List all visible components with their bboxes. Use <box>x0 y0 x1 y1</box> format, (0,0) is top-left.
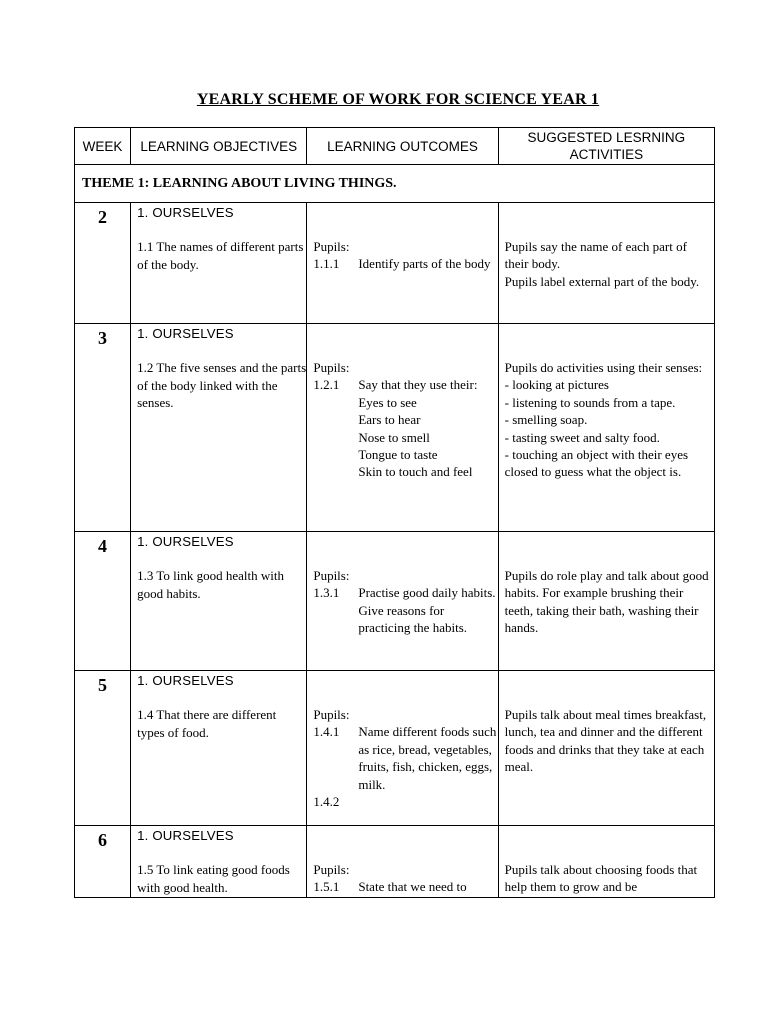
outcome-number: 1.2.1 <box>313 377 340 393</box>
week-number: 4 <box>75 532 131 671</box>
table-row <box>75 324 715 532</box>
activity-cell <box>498 671 714 826</box>
activity-cell <box>498 324 714 532</box>
outcome-text: Practise good daily habits. Give reasons for practicing the habits. <box>358 585 496 636</box>
activity-text: Pupils talk about choosing foods that help them to grow and be <box>504 862 698 895</box>
outcome-text: Identify parts of the body <box>358 256 491 272</box>
pupils-label: Pupils: <box>313 239 350 254</box>
outcome-item <box>313 793 497 810</box>
outcome-text: Say that they use their: Eyes to see Ears to hear Nose to smell Tongue to taste Skin to touch and feel <box>358 377 478 480</box>
topic-label: 1. OURSELVES <box>137 326 234 341</box>
outcome-number: 1.5.1 <box>313 879 340 895</box>
header-activities: SUGGESTED LESRNING ACTIVITIES <box>498 128 714 165</box>
topic-label: 1. OURSELVES <box>137 673 234 688</box>
outcome-number: 1.4.2 <box>313 794 340 810</box>
outcome-cell <box>307 203 498 324</box>
pupils-label: Pupils: <box>313 360 350 375</box>
outcome-cell <box>307 532 498 671</box>
objective-text: 1.2 The five senses and the parts of the body linked with the senses. <box>137 360 307 411</box>
objective-cell <box>131 671 307 826</box>
pupils-label: Pupils: <box>313 568 350 583</box>
table-header-row <box>75 128 715 165</box>
week-number: 3 <box>75 324 131 532</box>
document-title: YEARLY SCHEME OF WORK FOR SCIENCE YEAR 1 <box>196 91 600 108</box>
outcome-item <box>313 723 497 793</box>
outcome-text: Name different foods such as rice, bread, vegetables, fruits, fish, chicken, eggs, milk. <box>358 724 497 792</box>
outcome-cell <box>307 324 498 532</box>
topic-label: 1. OURSELVES <box>137 205 234 220</box>
objective-text: 1.4 That there are different types of food. <box>137 707 277 740</box>
table-row <box>75 671 715 826</box>
outcome-item <box>313 255 497 272</box>
header-outcomes: LEARNING OUTCOMES <box>307 128 498 165</box>
outcome-number: 1.3.1 <box>313 585 340 601</box>
header-objectives: LEARNING OBJECTIVES <box>131 128 307 165</box>
week-number: 2 <box>75 203 131 324</box>
outcome-text: State that we need to <box>358 879 467 895</box>
objective-cell <box>131 324 307 532</box>
table-row <box>75 826 715 898</box>
outcome-item <box>313 878 497 895</box>
week-number: 6 <box>75 826 131 898</box>
objective-text: 1.1 The names of different parts of the body. <box>137 239 304 272</box>
header-week: WEEK <box>75 128 131 165</box>
objective-cell <box>131 826 307 898</box>
activity-cell <box>498 203 714 324</box>
outcome-text <box>358 793 497 810</box>
week-number: 5 <box>75 671 131 826</box>
activity-text: Pupils do activities using their senses: - looking at pictures - listening to sounds from a tape. - smelling soap. - tasting sweet and salty food. - touching an object with their eyes closed to guess what the object is. <box>504 360 703 480</box>
objective-text: 1.5 To link eating good foods with good health. <box>137 862 290 895</box>
activity-cell <box>498 826 714 898</box>
table-row <box>75 203 715 324</box>
objective-cell <box>131 532 307 671</box>
objective-cell <box>131 203 307 324</box>
outcome-cell <box>307 671 498 826</box>
outcome-item <box>313 376 497 480</box>
activity-cell <box>498 532 714 671</box>
outcome-item <box>313 584 497 636</box>
outcome-number: 1.4.1 <box>313 724 340 740</box>
outcome-number: 1.1.1 <box>313 256 340 272</box>
activity-text: Pupils talk about meal times breakfast, lunch, tea and dinner and the different foods and drinks that they take at each meal. <box>504 707 707 775</box>
theme-heading: THEME 1: LEARNING ABOUT LIVING THINGS. <box>75 165 715 203</box>
objective-text: 1.3 To link good health with good habits. <box>137 568 284 601</box>
activity-text: Pupils say the name of each part of their body. Pupils label external part of the body. <box>504 239 700 289</box>
pupils-label: Pupils: <box>313 707 350 722</box>
outcome-cell <box>307 826 498 898</box>
pupils-label: Pupils: <box>313 862 350 877</box>
topic-label: 1. OURSELVES <box>137 534 234 549</box>
topic-label: 1. OURSELVES <box>137 828 234 843</box>
theme-row <box>75 165 715 203</box>
activity-text: Pupils do role play and talk about good habits. For example brushing their teeth, taking their bath, washing their hands. <box>504 568 709 636</box>
scheme-table <box>74 127 715 898</box>
table-row <box>75 532 715 671</box>
